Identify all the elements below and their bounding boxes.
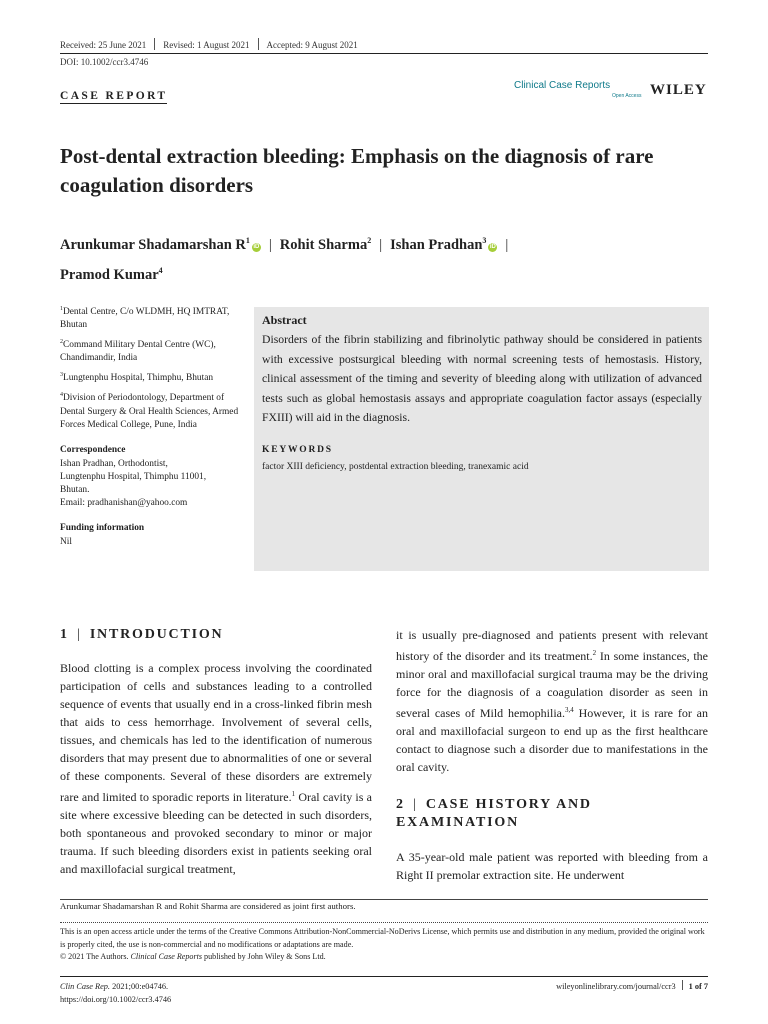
section-heading-case: 2 | CASE HISTORY AND EXAMINATION xyxy=(396,797,592,830)
citation[interactable]: 2 xyxy=(592,649,597,657)
section-heading-intro: 1 | INTRODUCTION xyxy=(60,627,224,642)
footer-citation: Clin Case Rep. 2021;00:e04746. https://doi.org/10.1002/ccr3.4746 xyxy=(60,982,172,1004)
author-separator: | xyxy=(379,236,383,253)
page-number: 1 of 7 xyxy=(688,982,708,991)
author-name[interactable]: Ishan Pradhan xyxy=(390,236,483,253)
author-affil-sup: 4 xyxy=(158,265,163,275)
orcid-icon[interactable]: iD xyxy=(489,243,496,250)
footer-doi-link[interactable]: https://doi.org/10.1002/ccr3.4746 xyxy=(60,995,172,1004)
submission-dates xyxy=(60,38,358,50)
correspondence-line: Ishan Pradhan, Orthodontist, xyxy=(60,458,168,469)
funding-heading: Funding information xyxy=(60,522,145,533)
affiliation: $^2$Command Military Dental Centre (WC), Chandimandir, India xyxy=(60,339,216,364)
header-rule xyxy=(60,53,708,54)
author-name[interactable]: Rohit Sharma xyxy=(279,236,368,253)
case-paragraph-1: A 35-year-old male patient was reported with bleeding from a Right II premolar extraction site. He underwent xyxy=(396,850,708,882)
revised-date: Revised: 1 August 2021 xyxy=(163,40,250,50)
footer-rule xyxy=(60,976,708,977)
footnote-divider xyxy=(60,922,708,923)
footnote-rule xyxy=(60,899,708,900)
citation[interactable]: 3,4 xyxy=(565,706,574,714)
accepted-date: Accepted: 9 August 2021 xyxy=(266,40,358,50)
correspondence-line: Bhutan. xyxy=(60,484,90,495)
article-title: Post-dental extraction bleeding: Emphasis on the diagnosis of rare coagulation disorders xyxy=(60,144,654,197)
correspondence-heading: Correspondence xyxy=(60,444,126,455)
author-affil-sup: 3 xyxy=(482,236,487,245)
divider xyxy=(154,38,155,50)
citation[interactable]: 1 xyxy=(291,790,296,798)
license-note: This is an open access article under the terms of the Creative Commons Attribution-NonCommercial-NoDerivs License, which permits use and distribution in any medium, provided the original work is properly cited, the use is non-commercial and no modifications or adaptations are made. © 2021 The Authors. Clinical Case Reports published by John Wiley & Sons Ltd. xyxy=(60,927,705,961)
affiliation: $^3$Lungtenphu Hospital, Thimphu, Bhutan xyxy=(60,372,214,384)
author-name[interactable]: Arunkumar Shadamarshan R xyxy=(60,236,246,253)
joint-authors-note: Arunkumar Shadamarshan R and Rohit Sharma are considered as joint first authors. xyxy=(60,901,356,911)
received-date: Received: 25 June 2021 xyxy=(60,40,147,50)
author-separator: | xyxy=(268,236,272,253)
keywords: factor XIII deficiency, postdental extraction bleeding, tranexamic acid xyxy=(262,462,529,472)
affiliation: $^4$Division of Periodontology, Department of Dental Surgery & Oral Health Sciences, Armed Forces Medical College, Pune, India xyxy=(60,392,239,430)
article-type: CASE REPORT xyxy=(60,90,168,102)
affiliation-sidebar xyxy=(60,303,245,549)
author-list xyxy=(60,228,720,288)
affiliation: $^1$Dental Centre, C/o WLDMH, HQ IMTRAT, Bhutan xyxy=(60,306,230,331)
divider xyxy=(258,38,259,50)
abstract-heading: Abstract xyxy=(262,313,307,327)
divider xyxy=(682,980,683,990)
author-affil-sup: 2 xyxy=(367,236,372,245)
author-separator: | xyxy=(505,236,509,253)
orcid-icon[interactable]: iD xyxy=(253,243,260,250)
intro-paragraph-2: it is usually pre-diagnosed and patients present with relevant history of the disorder and its treatment.$^2$ In some instances, the minor oral and maxillofacial surgical trauma may be the driving force for the diagnosis of a coagulation disorder as seen in several cases of Mild hemophilia.$^{3,4}$ However, it is rare for an oral and maxillofacial surgeon to end up as the first healthcare contact to diagnose such a disorder due to manifestations in the oral cavity. xyxy=(396,628,708,774)
intro-paragraph-1: Blood clotting is a complex process involving the coordinated participation of cells and substances leading to a controlled sequence of events that usually end in a cross-linked fibrin mesh that aids to cess hemorrhage. Involvement of several cells, tissues, and chemicals has led to the identification of numerous disorders that may present due to abnormalities of one or several of these components. Several of these disorders are extremely rare and limited to sporadic reports in literature.$^1$ Oral cavity is a site where excessive bleeding can be detected in such disorders, both spontaneous and provoked secondary to minor or major trauma. If such bleeding disorders exist in patients seeking oral and maxillofacial surgical treatment, xyxy=(60,661,372,876)
author-name[interactable]: Pramod Kumar xyxy=(60,266,159,283)
funding-text: Nil xyxy=(60,536,72,547)
abstract-text: Disorders of the fibrin stabilizing and fibrinolytic pathway should be considered in patients with excessive postsurgical bleeding with normal screening tests of hemostasis. History, clinical assessment of the timing and severity of bleeding along with utilization of advanced tests such as global hemostasis assays and appropriate coagulation factor assays (especially FXIII) will aid in the diagnosis. xyxy=(262,333,702,424)
journal-logo[interactable]: Clinical Case Reports xyxy=(514,80,611,91)
open-access-label: Open Access xyxy=(612,93,642,99)
keywords-heading: KEYWORDS xyxy=(262,445,333,455)
correspondence-email[interactable]: Email: pradhanishan@yahoo.com xyxy=(60,497,188,508)
doi[interactable]: DOI: 10.1002/ccr3.4746 xyxy=(60,57,149,67)
footer-site-link[interactable]: wileyonlinelibrary.com/journal/ccr3 xyxy=(556,982,676,991)
author-affil-sup: 1 xyxy=(245,236,250,245)
correspondence-line: Lungtenphu Hospital, Thimphu 11001, xyxy=(60,471,207,482)
footer-right xyxy=(556,980,708,991)
publisher-logo[interactable]: WILEY xyxy=(650,82,707,98)
